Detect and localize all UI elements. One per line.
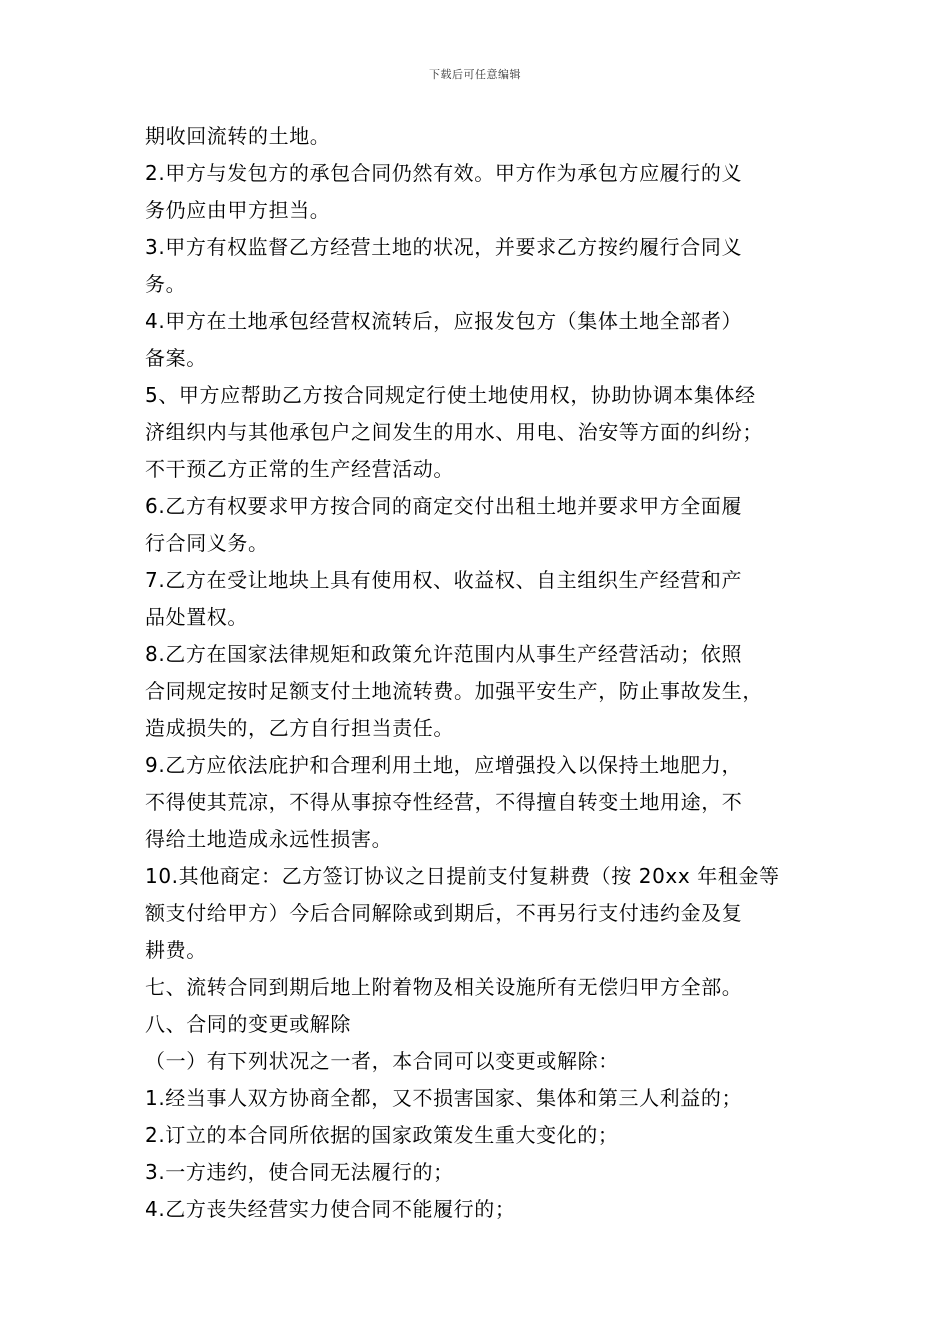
text-line: 4.甲方在土地承包经营权流转后，应报发包方（集体土地全部者） (145, 309, 743, 333)
text-line: 7.乙方在受让地块上具有使用权、收益权、自主组织生产经营和产 (145, 568, 743, 592)
text-line: 6.乙方有权要求甲方按合同的商定交付出租土地并要求甲方全面履 (145, 494, 743, 518)
text-line: 不干预乙方正常的生产经营活动。 (145, 457, 454, 481)
text-line: 2.订立的本合同所依据的国家政策发生重大变化的； (145, 1123, 619, 1147)
text-line: 4.乙方丧失经营实力使合同不能履行的； (145, 1197, 516, 1221)
text-line: 3.甲方有权监督乙方经营土地的状况，并要求乙方按约履行合同义 (145, 235, 743, 259)
text-line: 1.经当事人双方协商全都，又不损害国家、集体和第三人利益的； (145, 1086, 743, 1110)
text-line: 8.乙方在国家法律规矩和政策允许范围内从事生产经营活动；依照 (145, 642, 743, 666)
text-line: 10.其他商定：乙方签订协议之日提前支付复耕费（按 20xx 年租金等 (145, 864, 780, 888)
text-line: 不得使其荒凉，不得从事掠夺性经营，不得擅自转变土地用途，不 (145, 790, 743, 814)
text-line: 济组织内与其他承包户之间发生的用水、用电、治安等方面的纠纷； (145, 420, 763, 444)
text-line: 合同规定按时足额支付土地流转费。加强平安生产，防止事故发生， (145, 679, 763, 703)
text-line: 9.乙方应依法庇护和合理利用土地，应增强投入以保持土地肥力， (145, 753, 743, 777)
text-line: 额支付给甲方）今后合同解除或到期后，不再另行支付违约金及复 (145, 901, 743, 925)
text-line: 造成损失的，乙方自行担当责任。 (145, 716, 454, 740)
document-body (145, 118, 815, 1228)
text-line: 得给土地造成永远性损害。 (145, 827, 393, 851)
text-line: 七、流转合同到期后地上附着物及相关设施所有无偿归甲方全部。 (145, 975, 743, 999)
text-line: 5、甲方应帮助乙方按合同规定行使土地使用权，协助协调本集体经 (145, 383, 756, 407)
page-header: 下载后可任意编辑 (429, 68, 521, 81)
text-line: 务。 (145, 272, 187, 296)
text-line: 3.一方违约，使合同无法履行的； (145, 1160, 454, 1184)
subsection-heading: （一）有下列状况之一者，本合同可以变更或解除： (145, 1049, 619, 1073)
text-line: 行合同义务。 (145, 531, 269, 555)
section-heading: 八、合同的变更或解除 (145, 1012, 351, 1036)
text-line: 备案。 (145, 346, 207, 370)
text-line: 耕费。 (145, 938, 207, 962)
text-line: 品处置权。 (145, 605, 248, 629)
text-line: 期收回流转的土地。 (145, 124, 331, 148)
text-line: 2.甲方与发包方的承包合同仍然有效。甲方作为承包方应履行的义 (145, 161, 743, 185)
text-line: 务仍应由甲方担当。 (145, 198, 331, 222)
